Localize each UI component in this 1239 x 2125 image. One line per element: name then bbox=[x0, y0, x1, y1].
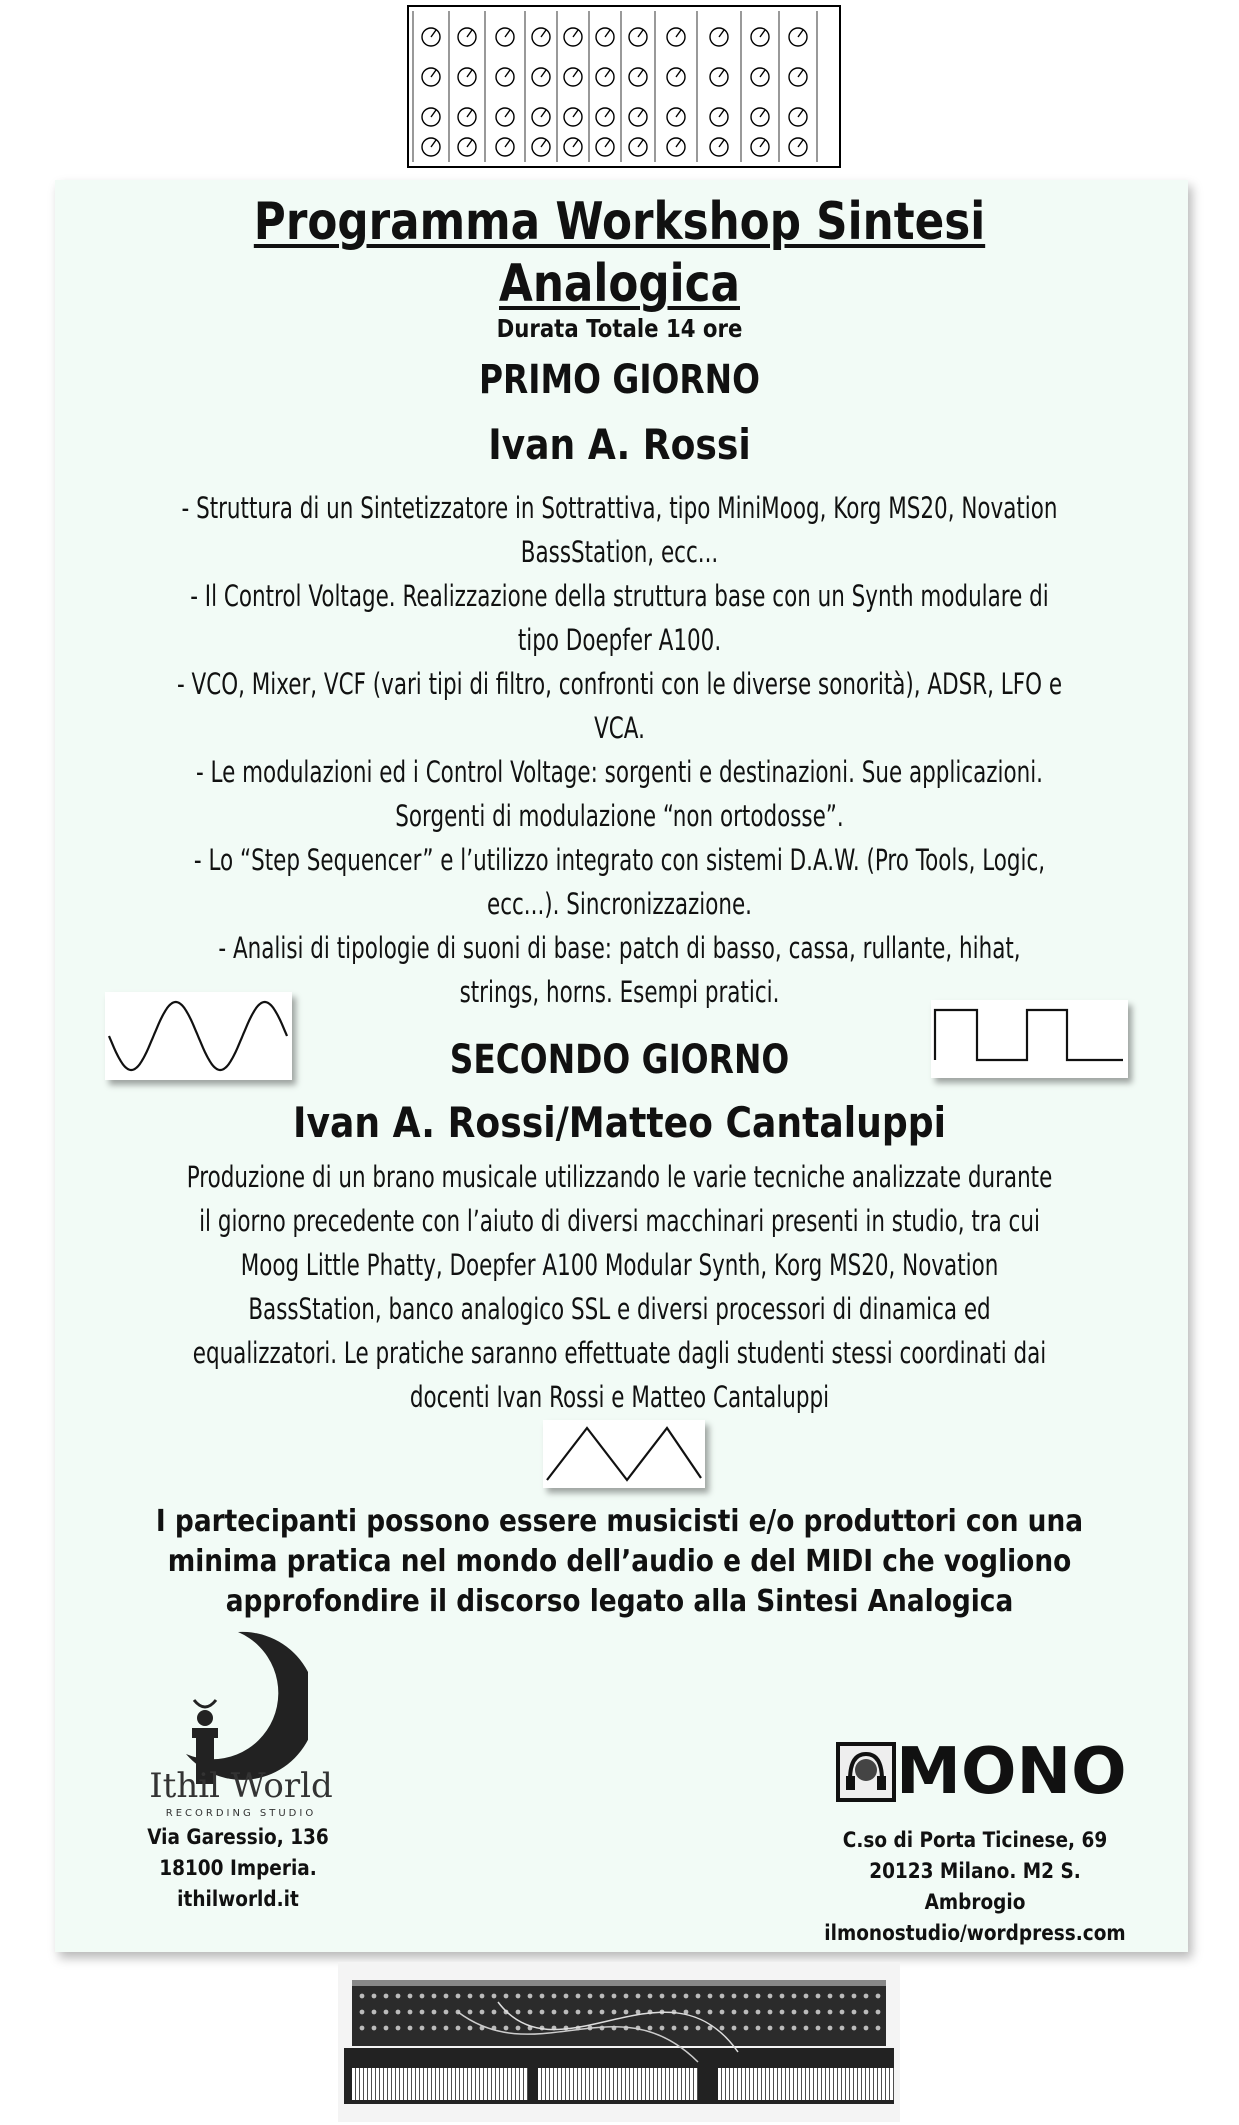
synth-panel-illustration bbox=[407, 5, 841, 168]
day1-program-line: tipo Doepfer A100. bbox=[517, 623, 722, 657]
page-title-line-1: Programma Workshop Sintesi bbox=[253, 192, 986, 252]
day1-program-line: BassStation, ecc... bbox=[520, 535, 719, 569]
mono-website: ilmonostudio/wordpress.com bbox=[824, 1921, 1126, 1945]
day1-program-line: - Il Control Voltage. Realizzazione della struttura base con un Synth modulare di bbox=[190, 579, 1049, 613]
day2-program-line: il giorno precedente con l’aiuto di diversi macchinari presenti in studio, tra cui bbox=[199, 1204, 1040, 1238]
day2-program-line: equalizzatori. Le pratiche saranno effettuate dagli studenti stessi coordinati dai bbox=[192, 1336, 1047, 1370]
day2-program-line: Moog Little Phatty, Doepfer A100 Modular Synth, Korg MS20, Novation bbox=[240, 1248, 999, 1282]
day2-program-line: Produzione di un brano musicale utilizzando le varie tecniche analizzate durante bbox=[186, 1160, 1053, 1194]
day2-program-line: BassStation, banco analogico SSL e diversi processori di dinamica ed bbox=[248, 1292, 991, 1326]
day1-program-line: Sorgenti di modulazione “non ortodosse”. bbox=[395, 799, 844, 833]
participants-note bbox=[74, 1502, 1164, 1622]
day1-program-line: VCA. bbox=[594, 711, 645, 745]
participants-note-line: minima pratica nel mondo dell’audio e del MIDI che vogliono bbox=[167, 1544, 1072, 1579]
day1-program-line: - VCO, Mixer, VCF (vari tipi di filtro, confronti con le diverse sonorità), ADSR, LFO e bbox=[176, 667, 1063, 701]
mono-logo-name: MONO bbox=[896, 1735, 1127, 1809]
day1-program bbox=[161, 486, 1078, 1014]
mono-address-line: C.so di Porta Ticinese, 69 bbox=[842, 1828, 1108, 1852]
ithil-address bbox=[141, 1822, 335, 1915]
day2-heading: SECONDO GIORNO bbox=[449, 1037, 790, 1083]
modular-synth-photo bbox=[338, 1962, 900, 2122]
day1-program-line: ecc...). Sincronizzazione. bbox=[487, 887, 752, 921]
page-title-line-2: Analogica bbox=[499, 254, 740, 314]
ithil-address-line: 18100 Imperia. bbox=[159, 1856, 317, 1880]
day1-program-line: - Struttura di un Sintetizzatore in Sottrattiva, tipo MiniMoog, Korg MS20, Novation bbox=[181, 491, 1058, 525]
day2-program-line: docenti Ivan Rossi e Matteo Cantaluppi bbox=[409, 1380, 830, 1414]
day1-program-line: - Le modulazioni ed i Control Voltage: sorgenti e destinazioni. Sue applicazioni. bbox=[195, 755, 1043, 789]
participants-note-line: approfondire il discorso legato alla Sintesi Analogica bbox=[225, 1584, 1014, 1619]
ithil-logo-sub: RECORDING STUDIO bbox=[165, 1808, 317, 1819]
mono-address bbox=[817, 1825, 1134, 1949]
triangle-wave-icon bbox=[543, 1420, 705, 1488]
day1-program-line: strings, horns. Esempi pratici. bbox=[459, 975, 780, 1009]
day1-teacher: Ivan A. Rossi bbox=[488, 420, 751, 469]
headphones-logo bbox=[836, 1742, 896, 1802]
day2-program bbox=[161, 1155, 1078, 1419]
day2-teacher: Ivan A. Rossi/Matteo Cantaluppi bbox=[293, 1098, 946, 1147]
day1-heading: PRIMO GIORNO bbox=[478, 357, 761, 403]
day1-program-line: - Lo “Step Sequencer” e l’utilizzo integrato con sistemi D.A.W. (Pro Tools, Logic, bbox=[193, 843, 1046, 877]
ithil-address-line: Via Garessio, 136 bbox=[147, 1825, 329, 1849]
ithil-website: ithilworld.it bbox=[177, 1887, 299, 1911]
participants-note-line: I partecipanti possono essere musicisti e/o produttori con una bbox=[155, 1504, 1084, 1539]
duration-label: Durata Totale 14 ore bbox=[496, 314, 743, 343]
day1-program-line: - Analisi di tipologie di suoni di base: patch di basso, cassa, rullante, hihat, bbox=[218, 931, 1021, 965]
mono-address-line: 20123 Milano. M2 S. Ambrogio bbox=[869, 1859, 1081, 1914]
ithil-logo-name: Ithil World bbox=[149, 1766, 333, 1806]
